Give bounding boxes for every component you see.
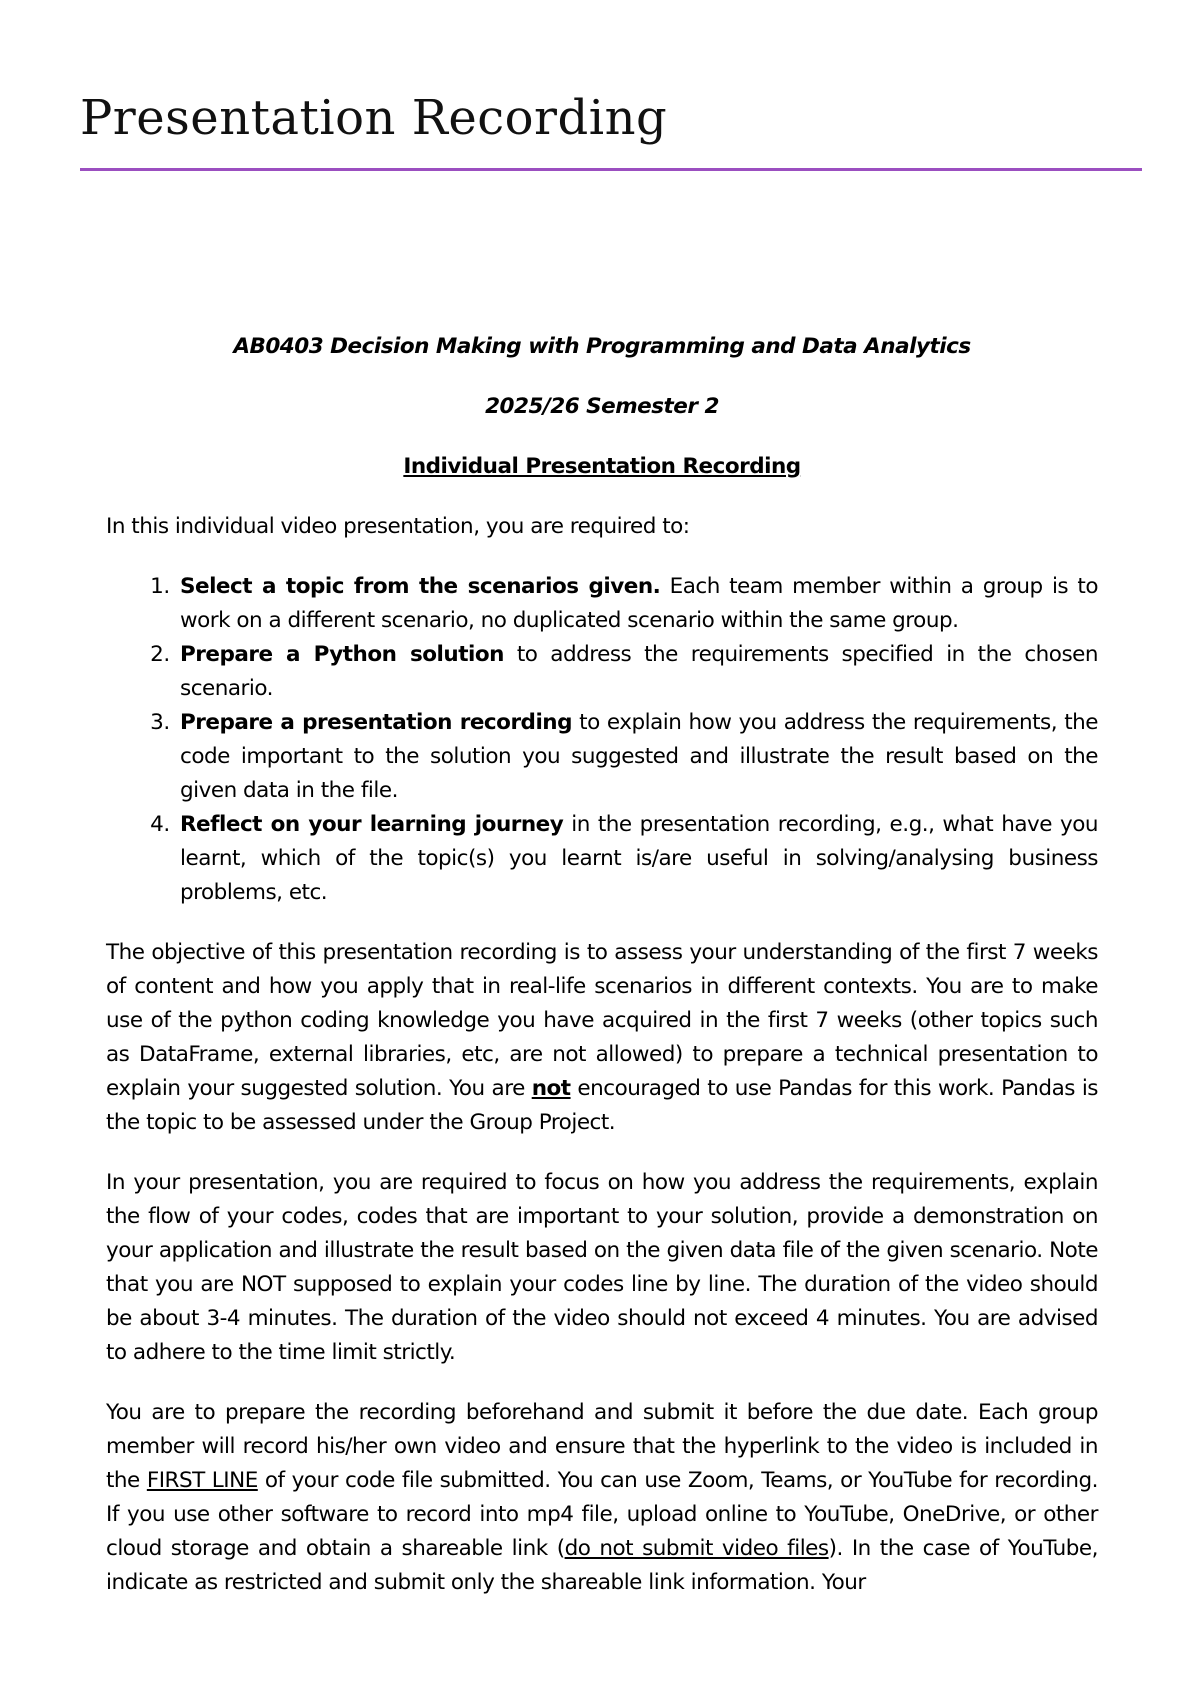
- first-line-emphasis: FIRST LINE: [146, 1468, 258, 1493]
- objective-text: encouraged to use Pandas for this work. Pandas is the topic to be assessed under the Group Project.: [106, 1076, 1099, 1135]
- intro-paragraph: In this individual video presentation, you are required to:: [106, 514, 690, 539]
- presentation-focus-paragraph: In your presentation, you are required to focus on how you address the requirements, explain the flow of your codes, codes that are important to your solution, provide a demonstration on your application and illustrate the result based on the given data file of the given scenario. Note that you are NOT supposed to explain your codes line by line. The duration of the video should be about 3-4 minutes. The duration of the video should not exceed 4 minutes. You are advised to adhere to the time limit strictly.: [106, 1170, 1098, 1365]
- requirement-text: to explain how you address the requirements, the code important to the solution you suggested and illustrate the result based on the given data in the file.: [180, 710, 1098, 803]
- requirements-list: [106, 570, 1098, 910]
- requirement-item: [176, 638, 1098, 706]
- document-title: Presentation Recording: [80, 90, 668, 146]
- course-title: AB0403 Decision Making with Programming and Data Analytics: [233, 334, 971, 359]
- requirement-lead: Prepare a Python solution: [180, 642, 504, 667]
- section-heading: Individual Presentation Recording: [403, 454, 801, 479]
- title-divider: [80, 168, 1142, 171]
- requirement-lead: Select a topic from the scenarios given.: [180, 574, 661, 599]
- objective-paragraph: [106, 936, 1098, 1140]
- requirement-lead: Reflect on your learning journey: [180, 812, 564, 837]
- submission-text: ). In the case of YouTube, indicate as restricted and submit only the shareable link information. Your: [106, 1536, 1098, 1595]
- submission-paragraph: [106, 1396, 1098, 1600]
- requirement-item: [176, 706, 1098, 808]
- requirement-item: [176, 808, 1098, 910]
- submission-text: of your code file submitted. You can use Zoom, Teams, or YouTube for recording. If you use other software to record into mp4 file, upload online to YouTube, OneDrive, or other cloud storage and obtain a shareable link (: [106, 1468, 1098, 1561]
- submission-text: You are to prepare the recording beforehand and submit it before the due date. Each group member will record his/her own video and ensure that the hyperlink to the video is included in the: [106, 1400, 1098, 1493]
- requirement-text: in the presentation recording, e.g., what have you learnt, which of the topic(s) you learnt is/are useful in solving/analysing business problems, etc.: [180, 812, 1098, 905]
- objective-text: The objective of this presentation recording is to assess your understanding of the first 7 weeks of content and how you apply that in real-life scenarios in different contexts. You are to make use of the python coding knowledge you have acquired in the first 7 weeks (other topics such as DataFrame, external libraries, etc, are not allowed) to prepare a technical presentation to explain your suggested solution. You are: [106, 940, 1098, 1101]
- requirement-text: to address the requirements specified in the chosen scenario.: [180, 642, 1099, 701]
- not-emphasis: not: [531, 1076, 571, 1101]
- no-video-emphasis: do not submit video files: [564, 1536, 829, 1561]
- requirement-text: Each team member within a group is to work on a different scenario, no duplicated scenario within the same group.: [180, 574, 1099, 633]
- requirement-item: [176, 570, 1098, 638]
- semester-label: 2025/26 Semester 2: [485, 394, 719, 419]
- requirement-lead: Prepare a presentation recording: [180, 710, 573, 735]
- document-body: [106, 330, 1098, 1600]
